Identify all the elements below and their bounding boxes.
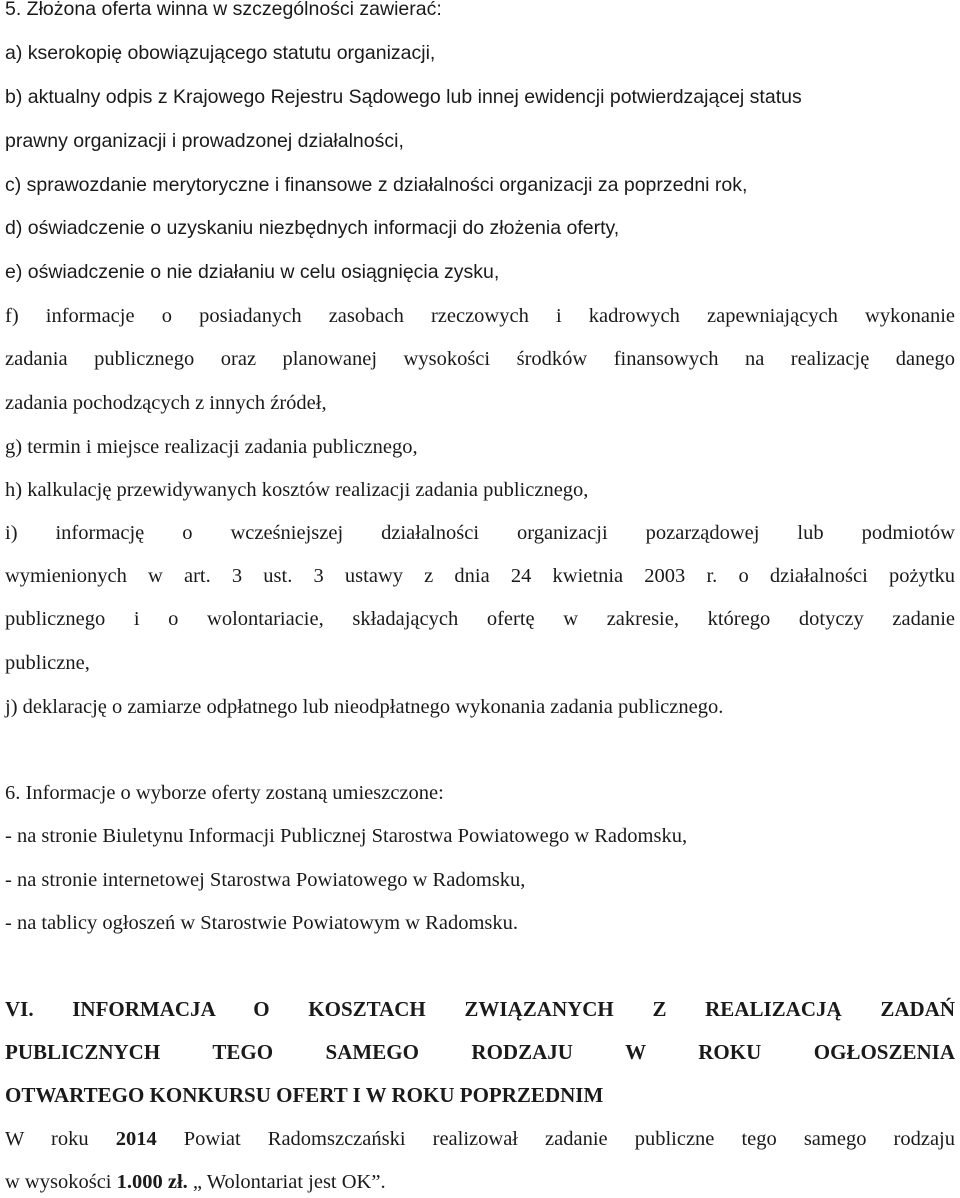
item-i-line-3: publicznego i o wolontariacie, składających ofertę w zakresie, którego dotyczy zadanie (5, 608, 955, 630)
section-vi-heading-line-1: VI. INFORMACJA O KOSZTACH ZWIĄZANYCH Z REALIZACJĄ ZADAŃ (5, 997, 955, 1021)
item-h: h) kalkulację przewidywanych kosztów realizacji zadania publicznego, (5, 479, 589, 501)
section-vi-heading-line-2: PUBLICZNYCH TEGO SAMEGO RODZAJU W ROKU OGŁOSZENIA (5, 1040, 955, 1064)
section-6-item-1: - na stronie Biuletynu Informacji Publicznej Starostwa Powiatowego w Radomsku, (5, 825, 688, 847)
item-i-line-1: i) informację o wcześniejszej działalności organizacji pozarządowej lub podmiotów (5, 522, 955, 544)
item-f-line-1: f) informacje o posiadanych zasobach rzeczowych i kadrowych zapewniających wykonanie (5, 305, 955, 327)
item-f-line-2: zadania publicznego oraz planowanej wysokości środków finansowych na realizację danego (5, 348, 955, 370)
section-6-intro: 6. Informacje o wyborze oferty zostaną umieszczone: (5, 782, 444, 804)
section-vi-heading-line-3: OTWARTEGO KONKURSU OFERT I W ROKU POPRZEDNIM (5, 1083, 604, 1107)
body-text: w wysokości (5, 1171, 117, 1193)
body-text: Powiat Radomszczański realizował zadanie publiczne tego samego rodzaju (156, 1128, 955, 1150)
item-d: d) oświadczenie o uzyskaniu niezbędnych informacji do złożenia oferty, (5, 217, 620, 239)
task-name: „ Wolontariat jest OK”. (187, 1171, 386, 1193)
item-a: a) kserokopię obowiązującego statutu organizacji, (5, 42, 436, 64)
item-e: e) oświadczenie o nie działaniu w celu osiągnięcia zysku, (5, 261, 500, 283)
item-c: c) sprawozdanie merytoryczne i finansowe z działalności organizacji za poprzedni rok, (5, 174, 748, 196)
amount-value: 1.000 zł. (116, 1171, 188, 1193)
item-g: g) termin i miejsce realizacji zadania publicznego, (5, 436, 418, 458)
section-6-item-3: - na tablicy ogłoszeń w Starostwie Powiatowym w Radomsku. (5, 912, 519, 934)
body-text: W roku (5, 1128, 116, 1150)
section-6-item-2: - na stronie internetowej Starostwa Powiatowego w Radomsku, (5, 869, 526, 891)
section-5-intro: 5. Złożona oferta winna w szczególności zawierać: (5, 0, 442, 20)
item-i-line-4: publiczne, (5, 652, 90, 674)
item-b-line-2: prawny organizacji i prowadzonej działalności, (5, 130, 404, 152)
section-vi-body-line-2 (5, 1172, 955, 1193)
item-b-line-1: b) aktualny odpis z Krajowego Rejestru Sądowego lub innej ewidencji potwierdzającej status (5, 86, 802, 108)
item-f-line-3: zadania pochodzących z innych źródeł, (5, 392, 327, 414)
year-value: 2014 (115, 1128, 157, 1150)
item-i-line-2: wymienionych w art. 3 ust. 3 ustawy z dnia 24 kwietnia 2003 r. o działalności pożytku (5, 565, 955, 587)
item-j: j) deklarację o zamiarze odpłatnego lub nieodpłatnego wykonania zadania publicznego. (5, 696, 724, 718)
section-vi-body-line-1 (5, 1129, 955, 1150)
